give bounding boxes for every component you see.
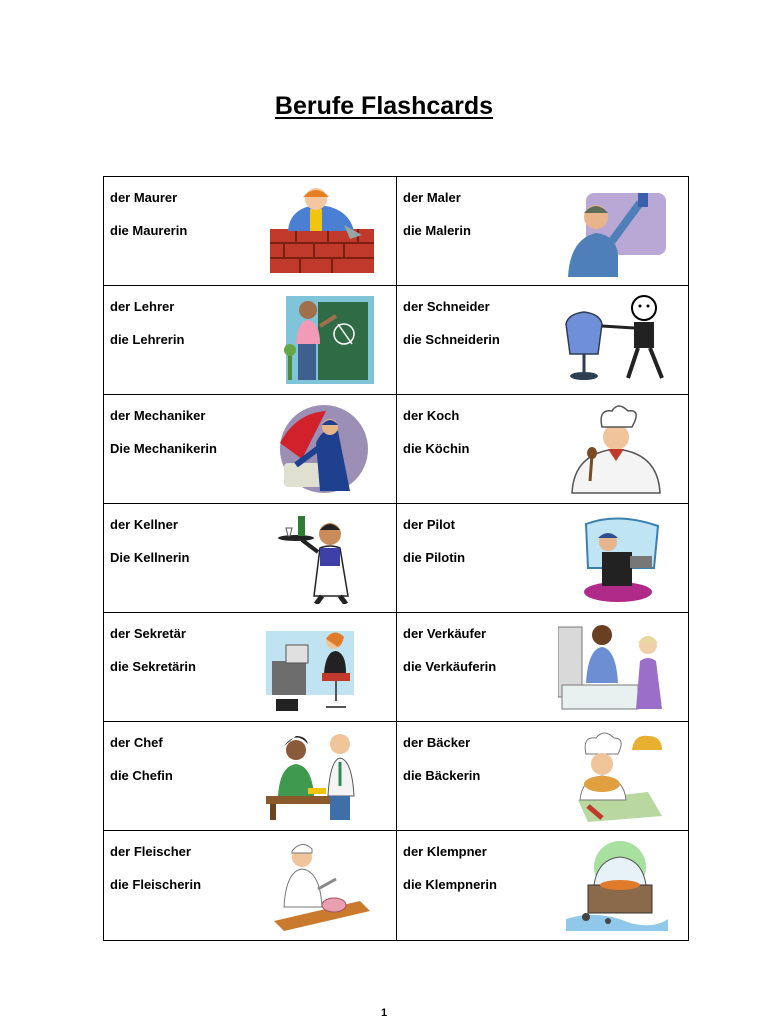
male-term: der Chef (110, 735, 163, 750)
painter-icon (558, 185, 670, 277)
card-mechaniker (104, 395, 397, 504)
male-term: der Klempner (403, 844, 487, 859)
page-title: Berufe Flashcards (274, 92, 494, 120)
card-pilot (397, 504, 688, 613)
card-schneider (397, 286, 688, 395)
page-number: 1 (380, 1007, 388, 1019)
male-term: der Koch (403, 408, 460, 423)
flashcard-table (103, 176, 689, 941)
male-term: der Verkäufer (403, 626, 487, 641)
secretary-icon (266, 621, 378, 713)
card-sekretaer (104, 613, 397, 722)
card-koch (397, 395, 688, 504)
card-maler (397, 177, 688, 286)
female-term: die Lehrerin (110, 332, 185, 347)
male-term: der Sekretär (110, 626, 186, 641)
female-term: die Verkäuferin (403, 659, 497, 674)
female-term: Die Kellnerin (110, 550, 190, 565)
male-term: der Kellner (110, 517, 178, 532)
tailor-icon (558, 294, 670, 386)
female-term: die Pilotin (403, 550, 466, 565)
card-maurer (104, 177, 397, 286)
mechanic-icon (266, 403, 378, 495)
female-term: die Sekretärin (110, 659, 196, 674)
male-term: der Schneider (403, 299, 490, 314)
female-term: die Fleischerin (110, 877, 202, 892)
card-chef (104, 722, 397, 831)
male-term: der Fleischer (110, 844, 191, 859)
female-term: die Malerin (403, 223, 471, 238)
female-term: die Bäckerin (403, 768, 481, 783)
card-klempner (397, 831, 688, 940)
male-term: der Bäcker (403, 735, 471, 750)
male-term: der Maler (403, 190, 461, 205)
male-term: der Lehrer (110, 299, 175, 314)
card-kellner (104, 504, 397, 613)
female-term: die Chefin (110, 768, 173, 783)
male-term: der Maurer (110, 190, 178, 205)
card-fleischer (104, 831, 397, 940)
female-term: die Maurerin (110, 223, 188, 238)
female-term: die Klempnerin (403, 877, 497, 892)
female-term: die Köchin (403, 441, 470, 456)
card-lehrer (104, 286, 397, 395)
boss-icon (266, 730, 378, 822)
female-term: die Schneiderin (403, 332, 500, 347)
card-verkaeufer (397, 613, 688, 722)
card-baecker (397, 722, 688, 831)
plumber-icon (558, 839, 670, 931)
waiter-icon (266, 512, 378, 604)
salesperson-icon (558, 621, 670, 713)
female-term: Die Mechanikerin (110, 441, 217, 456)
male-term: der Mechaniker (110, 408, 206, 423)
bricklayer-icon (266, 185, 378, 277)
pilot-icon (558, 512, 670, 604)
cook-icon (558, 403, 670, 495)
butcher-icon (266, 839, 378, 931)
teacher-icon (266, 294, 378, 386)
male-term: der Pilot (403, 517, 456, 532)
baker-icon (558, 730, 670, 822)
